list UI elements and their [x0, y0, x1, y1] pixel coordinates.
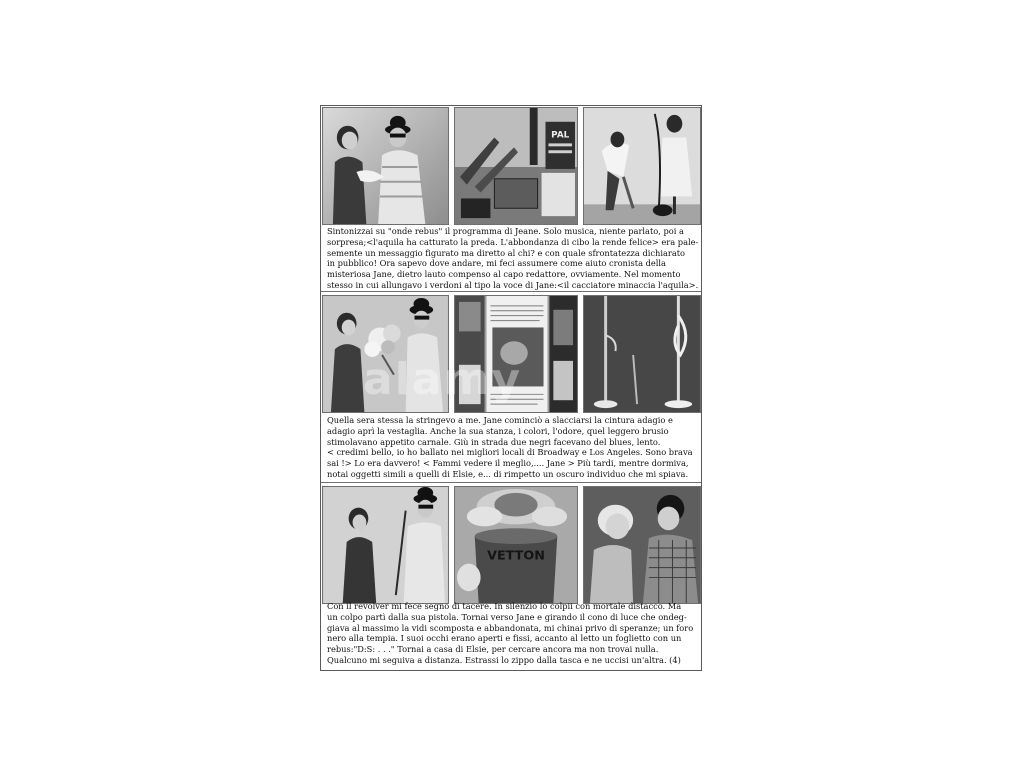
photo-panel-vetton-jar [454, 486, 578, 604]
panel-row-2 [321, 295, 701, 413]
couple-with-flowers-icon [323, 296, 448, 412]
photo-panel-tools-signs [454, 107, 578, 225]
comic-page [320, 105, 702, 671]
caption-line: in pubblico! Ora sapevo dove andare, mi feci assumere come aiuto cronista della [327, 258, 666, 269]
caption-line: un colpo partì dalla sua pistola. Tornai verso Jane e girando il cono di luce che ondeg- [327, 611, 687, 622]
caption-line: sai !> Lo era davvero! < Fammi vedere il meglio,.... Jane > Più tardi, mentre dormiva, [327, 458, 689, 469]
vetton-jar-icon [455, 487, 577, 603]
caption-line: Con il revolver mi fece segno di tacere. In silenzio lo colpii con mortale distacco. Ma [327, 601, 682, 611]
caption-line: Quella sera stessa la stringevo a me. Jane cominciò a slacciarsi la cintura adagio e [327, 415, 673, 425]
section-divider [321, 482, 701, 483]
caption-line: Sintonizzai su "onde rebus" il programma di Jeane. Solo musica, niente parlato, poi a [327, 226, 684, 236]
section-divider [321, 291, 701, 292]
panel-row-1 [321, 107, 701, 225]
photo-panel-couple-hat [322, 107, 449, 225]
jar-label: VETTON [487, 548, 545, 564]
caption-line: sorpresa;<l'aquila ha catturato la preda. L'abbondanza di cibo la rende felice> era pale- [327, 236, 699, 247]
woman-with-vacuum-icon [584, 108, 700, 224]
caption-1 [327, 226, 697, 291]
caption-line: rebus:"D:S: . . ." Tornai a casa di Elsie, per cercare ancora ma non trovai nulla. [327, 644, 659, 655]
photo-panel-woman-vacuum [583, 107, 701, 225]
caption-line: Qualcuno mi seguiva a distanza. Estrassi lo zippo dalla tasca e ne uccisi un'altra. (4) [327, 654, 681, 665]
tools-and-signs-icon [455, 108, 577, 224]
caption-line: adagio aprì la vestaglia. Anche la sua stanza, i colori, l'odore, quel leggero brusio [327, 425, 669, 436]
sign-label: PAL [551, 130, 570, 141]
caption-line: semente un messaggio figurato ma diretto al chi? e con quale sfrontatezza dichiarato [327, 247, 686, 258]
caption-line: notai oggetti simili a quelli di Elsie, e... di rimpetto un oscuro individuo che mi spiava. [327, 468, 689, 479]
caption-2 [327, 415, 697, 480]
caption-3 [327, 601, 697, 666]
photo-panel-newspaper-collage [454, 295, 578, 413]
embracing-couple-icon [584, 487, 700, 603]
floor-lamps-icon [584, 296, 700, 412]
panel-row-3 [321, 486, 701, 604]
caption-line: nero alla tempia. I suoi occhi erano aperti e fissi, accanto al letto un foglietto con un [327, 633, 682, 644]
photo-panel-floor-lamps [583, 295, 701, 413]
couple-with-hat-icon [323, 108, 448, 224]
caption-line: stimolavano appetito carnale. Giù in strada due negri facevano del blues, lento. [327, 436, 661, 447]
caption-line: < credimi bello, io ho ballato nei migliori locali di Broadway e Los Angeles. Sono brava [327, 447, 693, 458]
photo-panel-embracing-couple [583, 486, 701, 604]
photo-panel-man-gun [322, 486, 449, 604]
photo-panel-couple-flowers [322, 295, 449, 413]
caption-line: giava al massimo la vidi scomposta e abbandonata, mi chinai privo di speranze; un foro [327, 622, 694, 633]
watermark: alamy [363, 354, 522, 405]
man-with-gun-icon [323, 487, 448, 603]
caption-line: misteriosa Jane, dietro lauto compenso al capo redattore, ovviamente. Nel momento [327, 269, 681, 280]
newspaper-collage-icon [455, 296, 577, 412]
caption-line: stesso in cui allungavo i verdoni al tipo la voce di Jane:<il cacciatore minaccia l'aquila>. [327, 279, 699, 290]
